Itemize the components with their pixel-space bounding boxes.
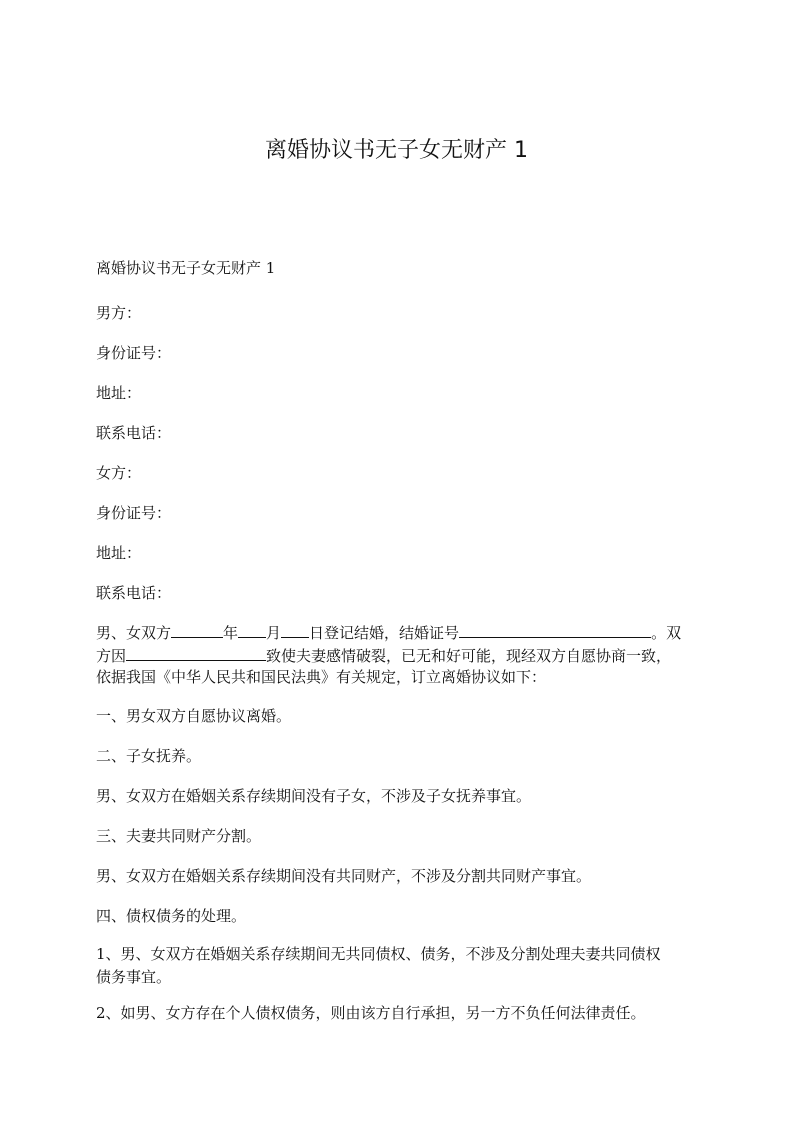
intro-end1: 。双 bbox=[651, 624, 682, 642]
husband-id-label: 身份证号： bbox=[96, 344, 172, 362]
husband-address-label: 地址： bbox=[96, 384, 142, 402]
intro-line-1 bbox=[96, 622, 681, 643]
section-4-item-1-line-2: 债务事宜。 bbox=[96, 968, 172, 986]
intro-part2: 方因 bbox=[96, 647, 127, 665]
section-1-heading: 一、男女双方自愿协议离婚。 bbox=[96, 707, 292, 725]
wife-id-label: 身份证号： bbox=[96, 504, 172, 522]
document-title: 离婚协议书无子女无财产 1 bbox=[265, 138, 528, 163]
intro-part1: 男、女双方 bbox=[96, 624, 172, 642]
intro-part2b: 致使夫妻感情破裂，已无和好可能，现经双方自愿协商一致， bbox=[266, 647, 672, 665]
marriage-cert-number-blank[interactable] bbox=[459, 622, 651, 638]
section-2-body: 男、女双方在婚姻关系存续期间没有子女，不涉及子女抚养事宜。 bbox=[96, 787, 532, 805]
husband-phone-label: 联系电话： bbox=[96, 424, 172, 442]
wife-phone-label: 联系电话： bbox=[96, 584, 172, 602]
section-2-heading: 二、子女抚养。 bbox=[96, 747, 202, 765]
divorce-reason-blank[interactable] bbox=[126, 645, 266, 661]
section-4-item-2: 2、如男、女方存在个人债权债务，则由该方自行承担，另一方不负任何法律责任。 bbox=[96, 1004, 646, 1022]
husband-label: 男方： bbox=[96, 304, 142, 322]
intro-month: 月 bbox=[266, 624, 282, 642]
intro-line-2 bbox=[96, 645, 671, 666]
document-subtitle: 离婚协议书无子女无财产 1 bbox=[96, 259, 276, 277]
section-4-item-1-line-1: 1、男、女双方在婚姻关系存续期间无共同债权、债务，不涉及分割处理夫妻共同债权 bbox=[96, 945, 661, 963]
section-4-heading: 四、债权债务的处理。 bbox=[96, 907, 247, 925]
intro-year: 年 bbox=[223, 624, 239, 642]
intro-day-text: 日登记结婚，结婚证号 bbox=[309, 624, 460, 642]
section-3-heading: 三、夫妻共同财产分割。 bbox=[96, 827, 262, 845]
marriage-day-blank[interactable] bbox=[281, 622, 309, 638]
section-3-body: 男、女双方在婚姻关系存续期间没有共同财产，不涉及分割共同财产事宜。 bbox=[96, 867, 592, 885]
intro-line-3: 依据我国《中华人民共和国民法典》有关规定，订立离婚协议如下： bbox=[96, 668, 547, 686]
marriage-month-blank[interactable] bbox=[238, 622, 266, 638]
wife-label: 女方： bbox=[96, 464, 142, 482]
marriage-year-blank[interactable] bbox=[171, 622, 223, 638]
wife-address-label: 地址： bbox=[96, 544, 142, 562]
